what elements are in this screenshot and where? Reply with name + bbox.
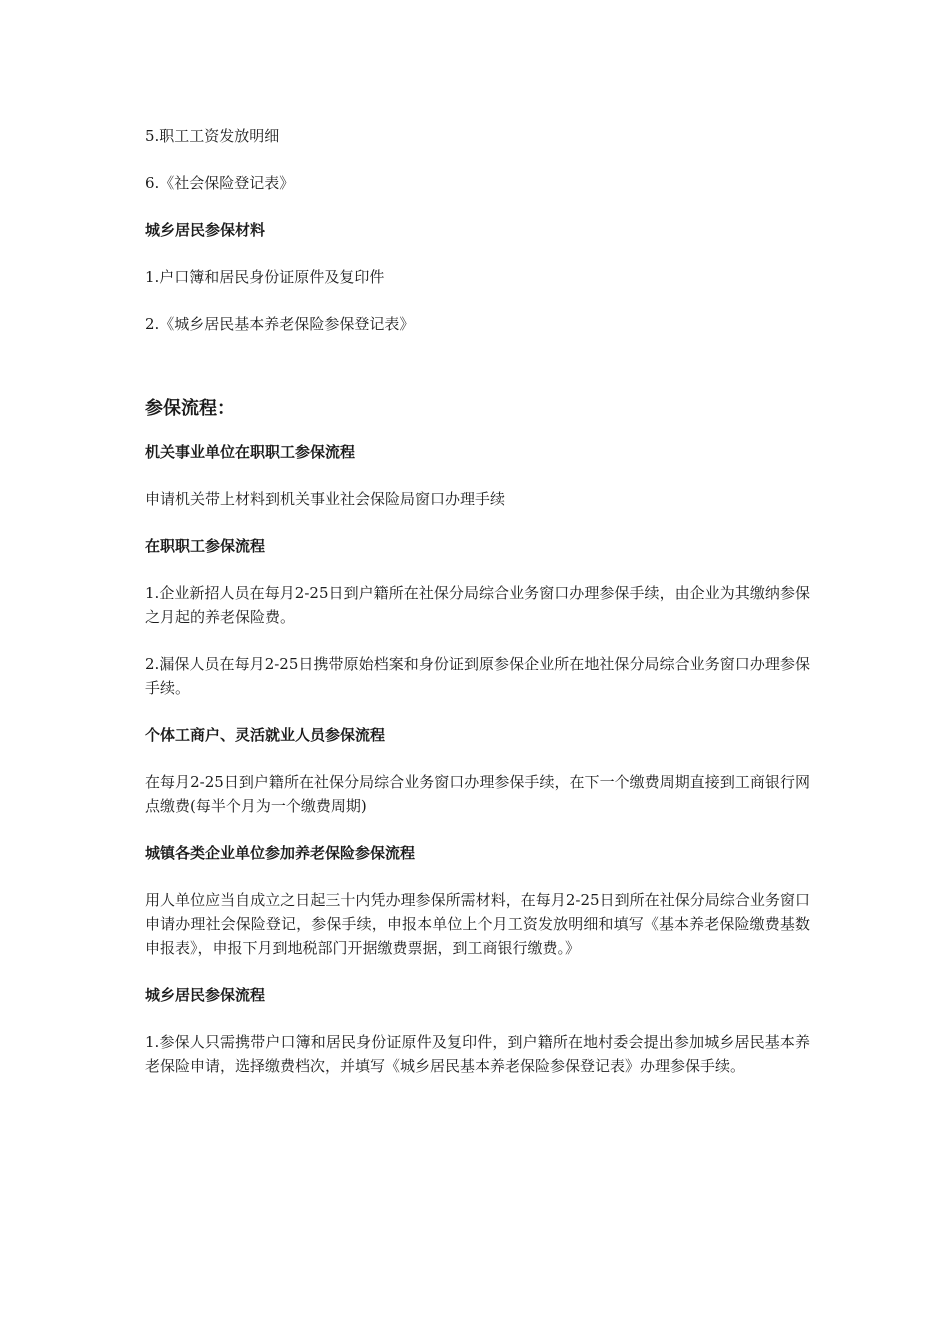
para-urban-rural-step-1: 1.参保人只需携带户口簿和居民身份证原件及复印件，到户籍所在地村委会提出参加城乡居民基本养老保险申请，选择缴费档次，并填写《城乡居民基本养老保险参保登记表》办理参保手续。	[145, 1033, 810, 1075]
para-employee-step-1: 1.企业新招人员在每月2-25日到户籍所在社保分局综合业务窗口办理参保手续，由企业为其缴纳参保之月起的养老保险费。	[145, 584, 810, 626]
para-self-employed-process: 在每月2-25日到户籍所在社保分局综合业务窗口办理参保手续，在下一个缴费周期直接到工商银行网点缴费(每半个月为一个缴费周期)	[145, 773, 810, 815]
item-household-register: 1.户口簿和居民身份证原件及复印件	[145, 268, 385, 286]
heading-urban-rural-process: 城乡居民参保流程	[145, 986, 266, 1004]
heading-urban-rural-materials: 城乡居民参保材料	[145, 221, 266, 239]
heading-enterprise-process: 城镇各类企业单位参加养老保险参保流程	[145, 844, 416, 862]
item-pension-registration-form: 2.《城乡居民基本养老保险参保登记表》	[145, 315, 415, 333]
item-salary-details: 5.职工工资发放明细	[145, 127, 280, 145]
heading-employee-process: 在职职工参保流程	[145, 537, 266, 555]
para-enterprise-process: 用人单位应当自成立之日起三十内凭办理参保所需材料，在每月2-25日到所在社保分局综合业务窗口申请办理社会保险登记，参保手续，申报本单位上个月工资发放明细和填写《基本养老保险缴费基数申报表》，申报下月到地税部门开据缴费票据，到工商银行缴费。》	[145, 891, 810, 957]
para-government-staff-process: 申请机关带上材料到机关事业社会保险局窗口办理手续	[145, 490, 506, 508]
heading-process: 参保流程：	[145, 398, 235, 419]
heading-government-staff-process: 机关事业单位在职职工参保流程	[145, 443, 356, 461]
document-page	[145, 124, 810, 1101]
item-social-insurance-form: 6.《社会保险登记表》	[145, 174, 295, 192]
heading-self-employed-process: 个体工商户、灵活就业人员参保流程	[145, 726, 386, 744]
para-employee-step-2: 2.漏保人员在每月2-25日携带原始档案和身份证到原参保企业所在地社保分局综合业务窗口办理参保手续。	[145, 655, 810, 697]
